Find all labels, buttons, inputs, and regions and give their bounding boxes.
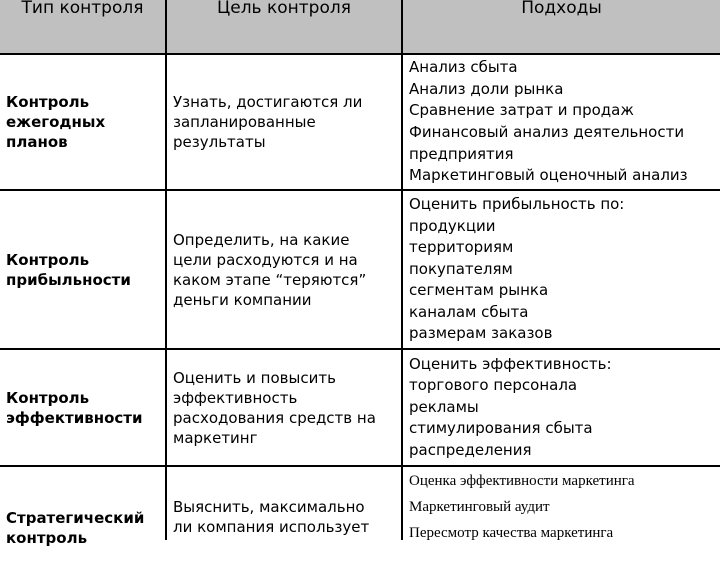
goal-line: ли компания использует [173,518,370,536]
row-4-approaches [409,468,718,548]
row-4-type [6,508,163,568]
approach-line: покупателям [409,259,513,278]
approach-line: Анализ доли рынка [409,79,564,98]
goal-line: цели расходуются и на [173,250,358,269]
goal-line: результаты [173,133,266,151]
row-1-type [6,55,163,189]
type-line: Стратегический [6,509,145,527]
goal-line: каком этапе “теряются” [173,270,367,289]
approach-line: предприятия [409,144,514,163]
type-line: эффективности [6,408,143,427]
type-line: планов [6,133,68,151]
approach-line: Сравнение затрат и продаж [409,101,634,120]
type-line: прибыльности [6,270,131,289]
row-2-type [6,191,163,348]
approach-line: стимулирования сбыта [409,419,593,438]
header-approaches-label: Подходы [521,0,602,18]
approach-line: Маркетинговый аудит [409,499,550,515]
approach-line: торгового персонала [409,376,578,395]
type-line: Контроль [6,388,90,407]
row-divider [0,465,720,467]
approach-line: распределения [409,440,532,459]
approach-line: Финансовый анализ деятельности [409,123,685,141]
row-2-goal [173,191,399,348]
row-3-approaches [409,350,718,465]
approach-line: продукции [409,216,496,235]
header-type [0,0,165,23]
approach-line: Оценить эффективность: [409,354,612,373]
row-3-type [6,350,163,465]
type-line: Контроль [6,250,90,269]
approach-line: Оценка эффективности маркетинга [409,473,635,489]
row-3-goal [173,350,399,465]
header-goal [167,0,401,23]
goal-line: Выяснить, максимально [173,498,365,516]
row-1-goal [173,55,399,189]
type-line: Контроль [6,93,90,111]
approach-line: территориям [409,238,514,257]
goal-line: Оценить и повысить [173,368,336,387]
column-divider [165,0,167,540]
approach-line: каналам сбыта [409,302,529,321]
approach-line: Маркетинговый оценочный анализ [409,166,688,185]
type-line: ежегодных [6,113,106,131]
goal-line: маркетинг [173,428,258,447]
approach-line: Оценить прибыльность по: [409,194,625,213]
type-line: контроль [6,529,88,547]
row-2-approaches [409,191,718,348]
header-type-label: Тип контроля [21,0,144,18]
goal-line: запланированные [173,113,316,131]
header-approaches [403,0,720,23]
approach-line: размерам заказов [409,324,553,343]
approach-line: Пересмотр качества маркетинга [409,525,614,541]
goal-line: расходования средств на [173,408,376,427]
goal-line: эффективность [173,388,298,407]
goal-line: Определить, на какие [173,230,350,249]
approach-line: рекламы [409,397,479,416]
row-4-goal [173,497,399,557]
column-divider [401,0,403,540]
approach-line: сегментам рынка [409,281,549,300]
header-goal-label: Цель контроля [217,0,351,18]
approach-line: Анализ сбыта [409,58,518,77]
row-1-approaches [409,55,718,189]
goal-line: деньги компании [173,290,312,309]
goal-line: Узнать, достигаются ли [173,93,363,111]
